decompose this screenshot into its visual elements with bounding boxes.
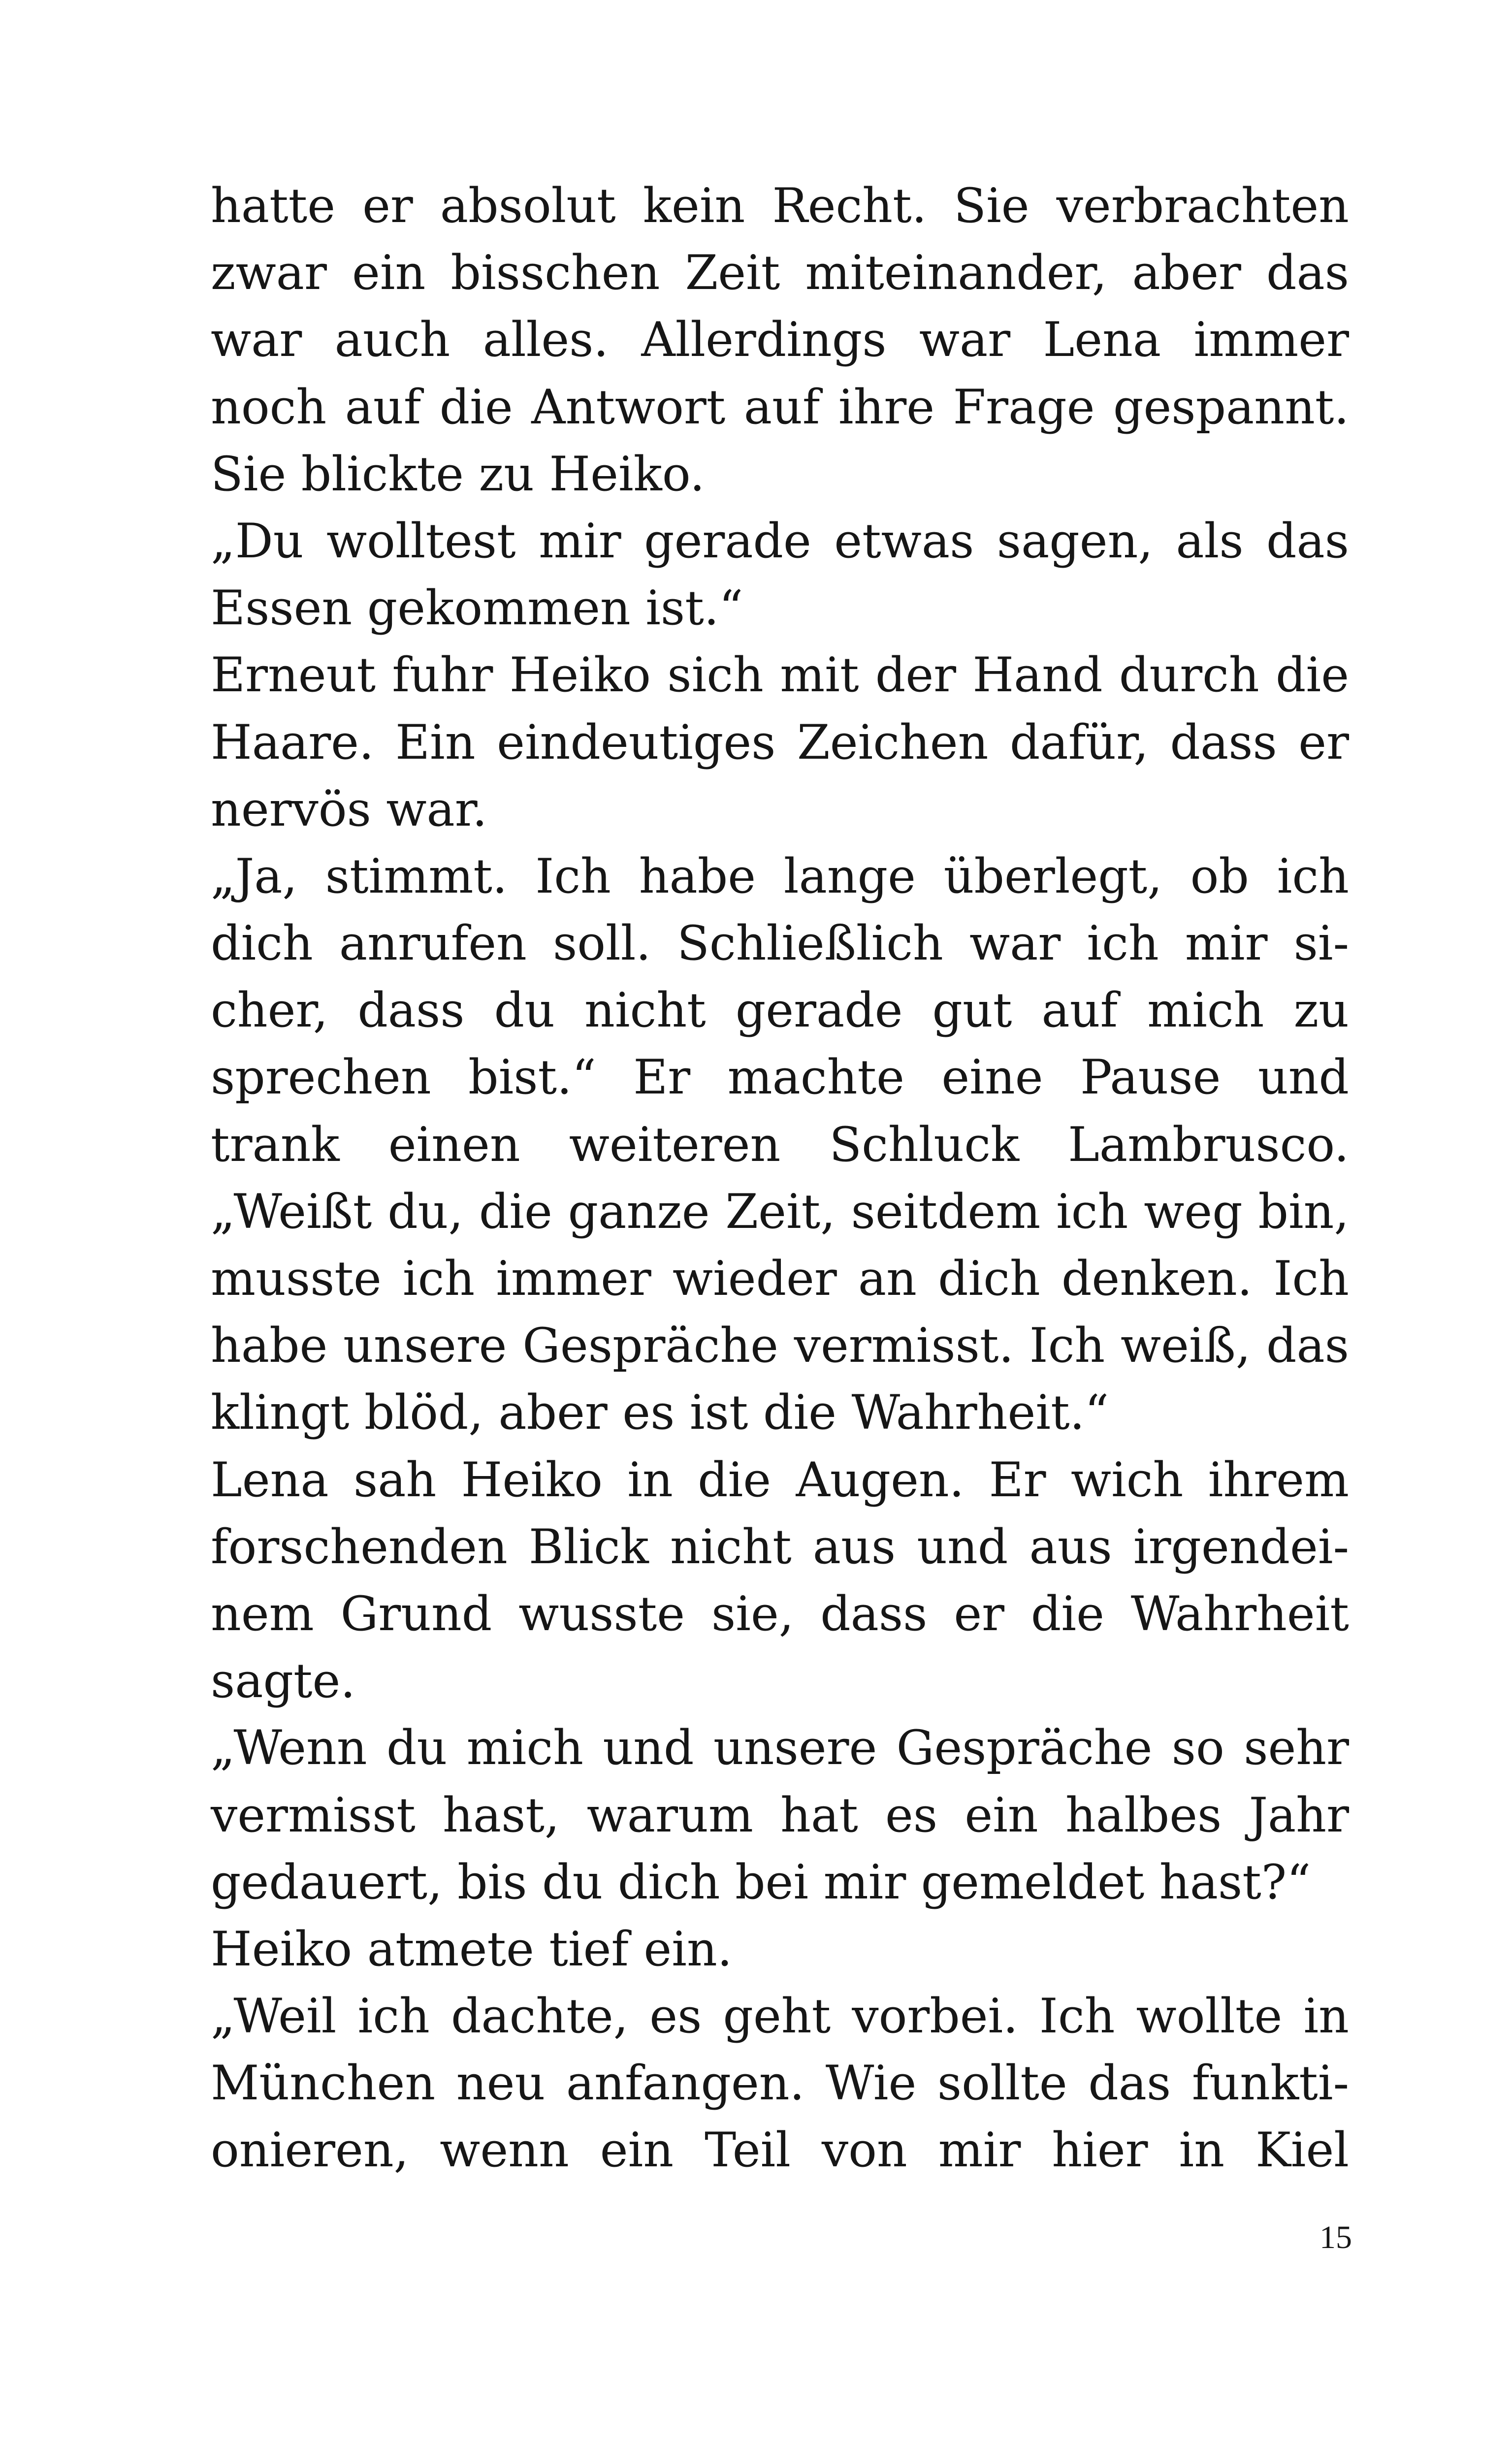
text-line: dich anrufen soll. Schließlich war ich mir si- (211, 916, 1349, 971)
text-line: „Wenn du mich und unsere Gespräche so sehr (211, 1720, 1349, 1776)
text-line: zwar ein bisschen Zeit miteinander, aber das (211, 245, 1349, 301)
text-line: München neu anfangen. Wie sollte das funkti- (211, 2056, 1349, 2111)
page-number: 15 (1319, 2219, 1352, 2255)
text-line: „Du wolltest mir gerade etwas sagen, als das (211, 513, 1349, 569)
text-line: war auch alles. Allerdings war Lena immer (211, 312, 1349, 368)
text-line: nem Grund wusste sie, dass er die Wahrheit (211, 1586, 1349, 1641)
text-line: klingt blöd, aber es ist die Wahrheit.“ (211, 1385, 1109, 1441)
text-line: trank einen weiteren Schluck Lambrusco. (211, 1117, 1349, 1172)
text-line: Lena sah Heiko in die Augen. Er wich ihrem (211, 1452, 1349, 1508)
text-line: Sie blickte zu Heiko. (211, 446, 705, 502)
text-line: Essen gekommen ist.“ (211, 580, 743, 636)
text-line: forschenden Blick nicht aus und aus irgendei- (211, 1519, 1349, 1575)
text-line: Heiko atmete tief ein. (211, 1921, 733, 1977)
text-line: sprechen bist.“ Er machte eine Pause und (211, 1050, 1349, 1105)
body-text (211, 172, 1349, 2184)
text-line: habe unsere Gespräche vermisst. Ich weiß, das (211, 1318, 1349, 1374)
text-line: „Weißt du, die ganze Zeit, seitdem ich weg bin, (211, 1184, 1349, 1239)
text-line: sagte. (211, 1653, 355, 1709)
text-line: musste ich immer wieder an dich denken. Ich (211, 1251, 1349, 1306)
text-line: vermisst hast, warum hat es ein halbes Jahr (211, 1787, 1349, 1843)
text-line: gedauert, bis du dich bei mir gemeldet hast?“ (211, 1854, 1311, 1910)
text-line: noch auf die Antwort auf ihre Frage gespannt. (211, 379, 1349, 435)
text-line: „Weil ich dachte, es geht vorbei. Ich wollte in (211, 1989, 1349, 2044)
text-line: onieren, wenn ein Teil von mir hier in Kiel (211, 2122, 1349, 2178)
text-line: cher, dass du nicht gerade gut auf mich zu (211, 983, 1349, 1038)
text-line: Erneut fuhr Heiko sich mit der Hand durch die (211, 647, 1349, 703)
text-line: Haare. Ein eindeutiges Zeichen dafür, dass er (211, 714, 1349, 770)
text-line: nervös war. (211, 781, 487, 837)
text-line: hatte er absolut kein Recht. Sie verbrachten (211, 178, 1349, 233)
text-line: „Ja, stimmt. Ich habe lange überlegt, ob ich (211, 848, 1349, 904)
